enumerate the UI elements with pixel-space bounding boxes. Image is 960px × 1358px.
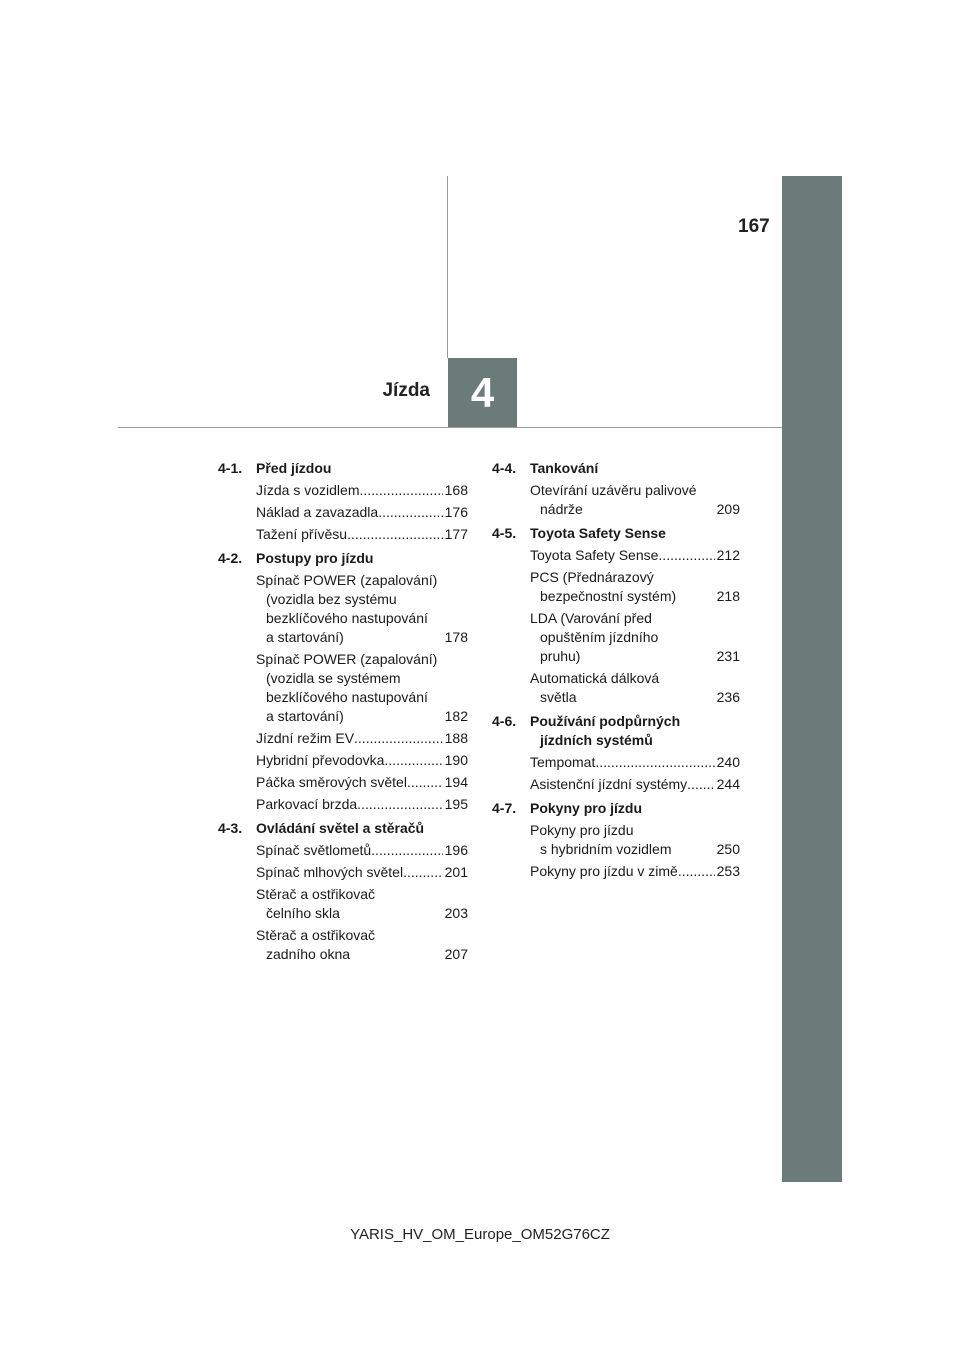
toc-entry-page: 236 — [716, 689, 740, 705]
toc-entry-page: 207 — [444, 946, 468, 962]
toc-entry[interactable] — [492, 669, 740, 707]
section-title: Pokyny pro jízdu — [530, 800, 643, 816]
toc-entry-page: 201 — [444, 864, 468, 880]
toc-section — [492, 799, 740, 881]
section-number: 4-5. — [492, 525, 517, 541]
toc-entry-page: 177 — [444, 526, 468, 542]
section-title: Toyota Safety Sense — [530, 525, 666, 541]
vertical-divider — [447, 176, 448, 358]
section-title: Ovládání světel a stěračů — [256, 820, 425, 836]
toc-entry-title: Asistenční jízdní systémy ..... — [530, 775, 715, 794]
toc-entry-page: 195 — [444, 796, 468, 812]
toc-entry-title: Spínač mlhových světel ..... — [256, 863, 443, 882]
toc-entry[interactable] — [218, 729, 468, 748]
footer-document-code: YARIS_HV_OM_Europe_OM52G76CZ — [350, 1226, 610, 1243]
toc-section — [218, 549, 468, 814]
section-heading — [492, 524, 740, 543]
toc-section — [492, 712, 740, 794]
toc-left-column — [218, 459, 468, 969]
toc-entry-page: 190 — [444, 752, 468, 768]
toc-entry-page: 231 — [716, 648, 740, 664]
section-heading — [218, 549, 468, 568]
toc-entry[interactable] — [218, 795, 468, 814]
toc-entry[interactable] — [492, 775, 740, 794]
toc-entry-title: Parkovací brzda ..... — [256, 795, 443, 814]
toc-entry[interactable] — [492, 862, 740, 881]
toc-entry-page: 168 — [444, 482, 468, 498]
toc-entry[interactable] — [218, 841, 468, 860]
toc-entry-page: 203 — [444, 905, 468, 921]
toc-entry-title: Spínač světlometů ..... — [256, 841, 443, 860]
section-title: Postupy pro jízdu — [256, 550, 374, 566]
toc-entry-page: 218 — [716, 588, 740, 604]
section-number: 4-3. — [218, 820, 243, 836]
section-number: 4-6. — [492, 713, 517, 729]
toc-entry[interactable] — [218, 525, 468, 544]
toc-entry-title: Pokyny pro jízdu v zimě ..... — [530, 862, 715, 881]
toc-entry-title: Otevírání uzávěru palivové nádrže ..... — [530, 481, 715, 519]
toc-entry-page: 250 — [716, 841, 740, 857]
section-heading — [492, 712, 740, 750]
toc-entry-page: 240 — [716, 754, 740, 770]
toc-entry-page: 209 — [716, 501, 740, 517]
toc-section — [218, 819, 468, 964]
section-title: Tankování — [530, 460, 599, 476]
toc-entry[interactable] — [218, 571, 468, 647]
toc-entry-title: Hybridní převodovka ..... — [256, 751, 443, 770]
toc-entry-title: Jízdní režim EV ..... — [256, 729, 443, 748]
toc-entry-title: Pokyny pro jízdu s hybridním vozidlem ..... — [530, 821, 715, 859]
toc-entry-page: 196 — [444, 842, 468, 858]
section-heading — [492, 459, 740, 478]
toc-right-column — [492, 459, 740, 886]
chapter-side-tab — [782, 176, 842, 1182]
toc-entry-title: Tažení přívěsu ..... — [256, 525, 443, 544]
section-number: 4-2. — [218, 550, 243, 566]
toc-entry[interactable] — [492, 568, 740, 606]
toc-entry-page: 253 — [716, 863, 740, 879]
toc-entry-title: Náklad a zavazadla ..... — [256, 503, 443, 522]
toc-entry[interactable] — [218, 503, 468, 522]
chapter-title: Jízda — [382, 380, 430, 401]
toc-entry-title: Stěrač a ostřikovač čelního skla ..... — [256, 885, 443, 923]
toc-entry-page: 176 — [444, 504, 468, 520]
toc-entry[interactable] — [492, 546, 740, 565]
toc-entry-page: 194 — [444, 774, 468, 790]
toc-entry-page: 188 — [444, 730, 468, 746]
toc-entry-page: 244 — [716, 776, 740, 792]
toc-entry-page: 178 — [444, 629, 468, 645]
toc-entry[interactable] — [218, 926, 468, 964]
toc-entry-title: Tempomat ..... — [530, 753, 715, 772]
toc-entry[interactable] — [218, 885, 468, 923]
toc-entry[interactable] — [218, 773, 468, 792]
toc-section — [492, 459, 740, 519]
section-number: 4-7. — [492, 800, 517, 816]
section-heading — [218, 819, 468, 838]
section-title: Používání podpůrných jízdních systémů — [530, 713, 681, 748]
section-heading — [218, 459, 468, 478]
section-number: 4-4. — [492, 460, 517, 476]
toc-entry-title: Stěrač a ostřikovač zadního okna ..... — [256, 926, 443, 964]
toc-entry-title: Jízda s vozidlem ..... — [256, 481, 443, 500]
toc-entry-title: Spínač POWER (zapalování) (vozidla bez systému bezklíčového nastupování a startování) ..... — [256, 571, 443, 647]
toc-entry[interactable] — [218, 481, 468, 500]
toc-entry-page: 212 — [716, 547, 740, 563]
toc-section — [218, 459, 468, 544]
section-number: 4-1. — [218, 460, 243, 476]
toc-section — [492, 524, 740, 707]
page-number: 167 — [738, 216, 770, 237]
toc-entry-title: Automatická dálková světla ..... — [530, 669, 715, 707]
section-title: Před jízdou — [256, 460, 332, 476]
toc-entry[interactable] — [492, 753, 740, 772]
toc-entry-title: Páčka směrových světel ..... — [256, 773, 443, 792]
toc-entry-title: LDA (Varování před opuštěním jízdního pruhu) ..... — [530, 609, 715, 666]
toc-entry[interactable] — [492, 821, 740, 859]
toc-entry-title: Spínač POWER (zapalování) (vozidla se systémem bezklíčového nastupování a startování) ..... — [256, 650, 443, 726]
toc-entry[interactable] — [492, 481, 740, 519]
toc-entry[interactable] — [492, 609, 740, 666]
toc-entry-title: PCS (Přednárazový bezpečnostní systém) ..... — [530, 568, 715, 606]
toc-entry[interactable] — [218, 863, 468, 882]
chapter-number-box: 4 — [448, 358, 517, 427]
toc-entry[interactable] — [218, 751, 468, 770]
header-rule — [118, 427, 782, 428]
toc-entry[interactable] — [218, 650, 468, 726]
section-heading — [492, 799, 740, 818]
toc-entry-title: Toyota Safety Sense ..... — [530, 546, 715, 565]
toc-entry-page: 182 — [444, 708, 468, 724]
